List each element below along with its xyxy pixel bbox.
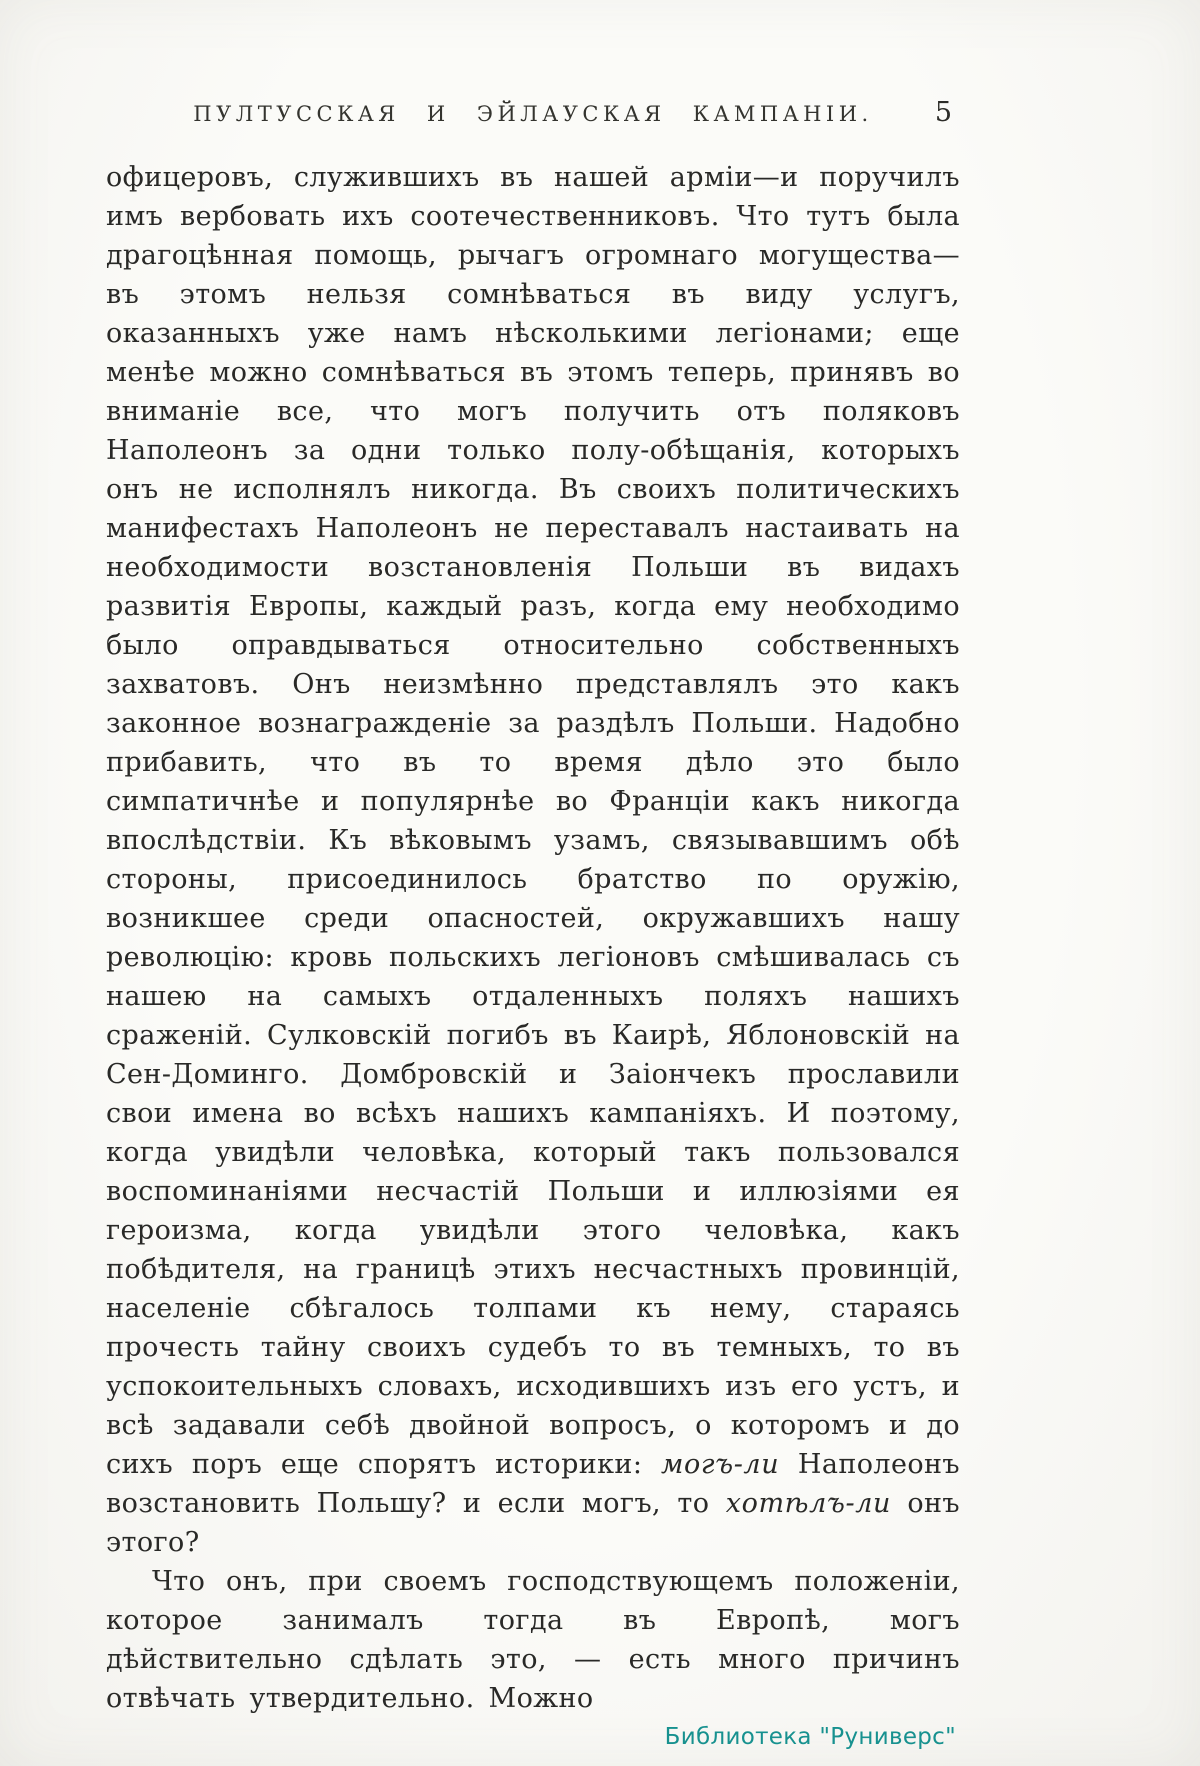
library-watermark: Библиотека "Руниверс": [664, 1724, 956, 1750]
page-header: [106, 97, 960, 134]
running-title: ПУЛТУССКАЯ И ЭЙЛАУСКАЯ КАМПАНІИ.: [193, 102, 873, 126]
paragraph-text: офицеровъ, служившихъ въ нашей арміи—и поручилъ имъ вербовать ихъ соотечественниковъ. Что тутъ была драгоцѣнная помощь, рычагъ огромнаго могущества—въ этомъ нельзя сомнѣваться въ виду услугъ, оказанныхъ уже намъ нѣсколькими легіонами; еще менѣе можно сомнѣваться въ этомъ теперь, принявъ во вниманіе все, что могъ получить отъ поляковъ Наполеонъ за одни только полу-обѣщанія, которыхъ онъ не исполнялъ никогда. Въ своихъ политическихъ манифестахъ Наполеонъ не переставалъ настаивать на необходимости возстановленія Польши въ видахъ развитія Европы, каждый разъ, когда ему необходимо было оправдываться относительно собственныхъ захватовъ. Онъ неизмѣнно представлялъ это какъ законное вознагражденіе за раздѣлъ Польши. Надобно прибавить, что въ то время дѣло это было симпатичнѣе и популярнѣе во Франціи какъ никогда впослѣдствіи. Къ вѣковымъ узамъ, связывавшимъ обѣ стороны, присоединилось братство по оружію, возникшее среди опасностей, окружавшихъ нашу революцію: кровь польскихъ легіоновъ смѣшивалась съ нашею на самыхъ отдаленныхъ поляхъ нашихъ сраженій. Сулковскій погибъ въ Каирѣ, Яблоновскій на Сен-Доминго. Домбровскій и Заіончекъ прославили свои имена во всѣхъ нашихъ кампаніяхъ. И поэтому, когда увидѣли человѣка, который такъ пользовался воспоминаніями несчастій Польши и иллюзіями ея героизма, когда увидѣли этого человѣка, какъ побѣдителя, на границѣ этихъ несчастныхъ провинцій, населеніе сбѣгалось толпами къ нему, стараясь прочесть тайну своихъ судебъ то въ темныхъ, то въ успокоительныхъ словахъ, исходившихъ изъ его устъ, и всѣ задавали себѣ двойной вопросъ, о которомъ и до сихъ поръ еще спорятъ историки:: [106, 162, 960, 1480]
italic-term: могъ-ли: [661, 1449, 780, 1480]
paragraph-text: Наполеонъ возстановить Польшу? и если могъ, то: [106, 1449, 960, 1519]
paragraph: [106, 158, 960, 1562]
page-body: [106, 158, 960, 1718]
italic-term: хотѣлъ-ли: [725, 1488, 891, 1519]
page-number: 5: [934, 97, 952, 128]
paragraph-text: Что онъ, при своемъ господствующемъ положеніи, которое занималъ тогда въ Европѣ, могъ дѣйствительно сдѣлать это, — есть много причинъ отвѣчать утвердительно. Можно: [106, 1566, 960, 1714]
paragraph: [106, 1562, 960, 1718]
paragraph-text: онъ этого?: [106, 1488, 960, 1558]
